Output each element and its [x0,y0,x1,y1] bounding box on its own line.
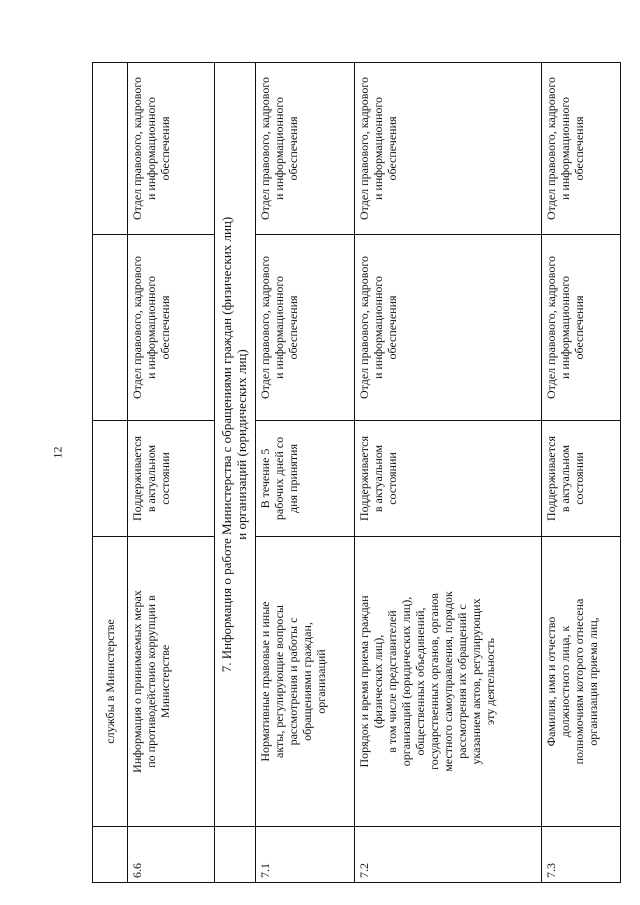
row-responsible: Отдел правового, кадрового и информационного обеспечения [256,235,355,421]
table-row [93,63,128,883]
row-period: Поддерживается в актуальном состоянии [542,421,621,537]
table-row [128,63,215,883]
section-row [215,63,256,883]
table-row [256,63,355,883]
section-title: 7. Информация о работе Министерства с обращениями граждан (физических лиц) и организаций (юридических лиц) [215,63,256,827]
row-responsible-2: Отдел правового, кадрового и информационного обеспечения [542,63,621,235]
row-title: Нормативные правовые и иные акты, регулирующие вопросы рассмотрения и работы с обращениями граждан, организаций [256,537,355,827]
row-responsible-2: Отдел правового, кадрового и информационного обеспечения [355,63,542,235]
row-title: службы в Министерстве [93,537,128,827]
row-title: Фамилия, имя и отчество должностного лица, к полномочиям которого отнесена организация приема лиц, [542,537,621,827]
page-number: 12 [50,446,65,459]
row-period: В течение 5 рабочих дней со дня принятия [256,421,355,537]
row-number [93,827,128,883]
row-period: Поддерживается в актуальном состоянии [355,421,542,537]
row-title: Порядок и время приема граждан (физических лиц), в том числе представителей организаций (юридических лиц), общественных объединений, государственных органов, органов местного самоуправления, порядок рассмотрения их обращений с указанием актов, регулирующих эту деятельность [355,537,542,827]
row-period [93,421,128,537]
row-responsible: Отдел правового, кадрового и информационного обеспечения [128,235,215,421]
row-number: 7.2 [355,827,542,883]
row-number: 7.3 [542,827,621,883]
row-period: Поддерживается в актуальном состоянии [128,421,215,537]
row-number: 7.1 [256,827,355,883]
rotated-document [92,63,621,883]
row-title: Информация о принимаемых мерах по противодействию коррупции в Министерстве [128,537,215,827]
row-responsible: Отдел правового, кадрового и информационного обеспечения [355,235,542,421]
row-number: 6.6 [128,827,215,883]
row-responsible: Отдел правового, кадрового и информационного обеспечения [542,235,621,421]
row-responsible-2: Отдел правового, кадрового и информационного обеспечения [256,63,355,235]
row-responsible-2: Отдел правового, кадрового и информационного обеспечения [128,63,215,235]
row-responsible-2 [93,63,128,235]
info-table [92,62,621,883]
row-responsible [93,235,128,421]
table-row [542,63,621,883]
table-row [355,63,542,883]
